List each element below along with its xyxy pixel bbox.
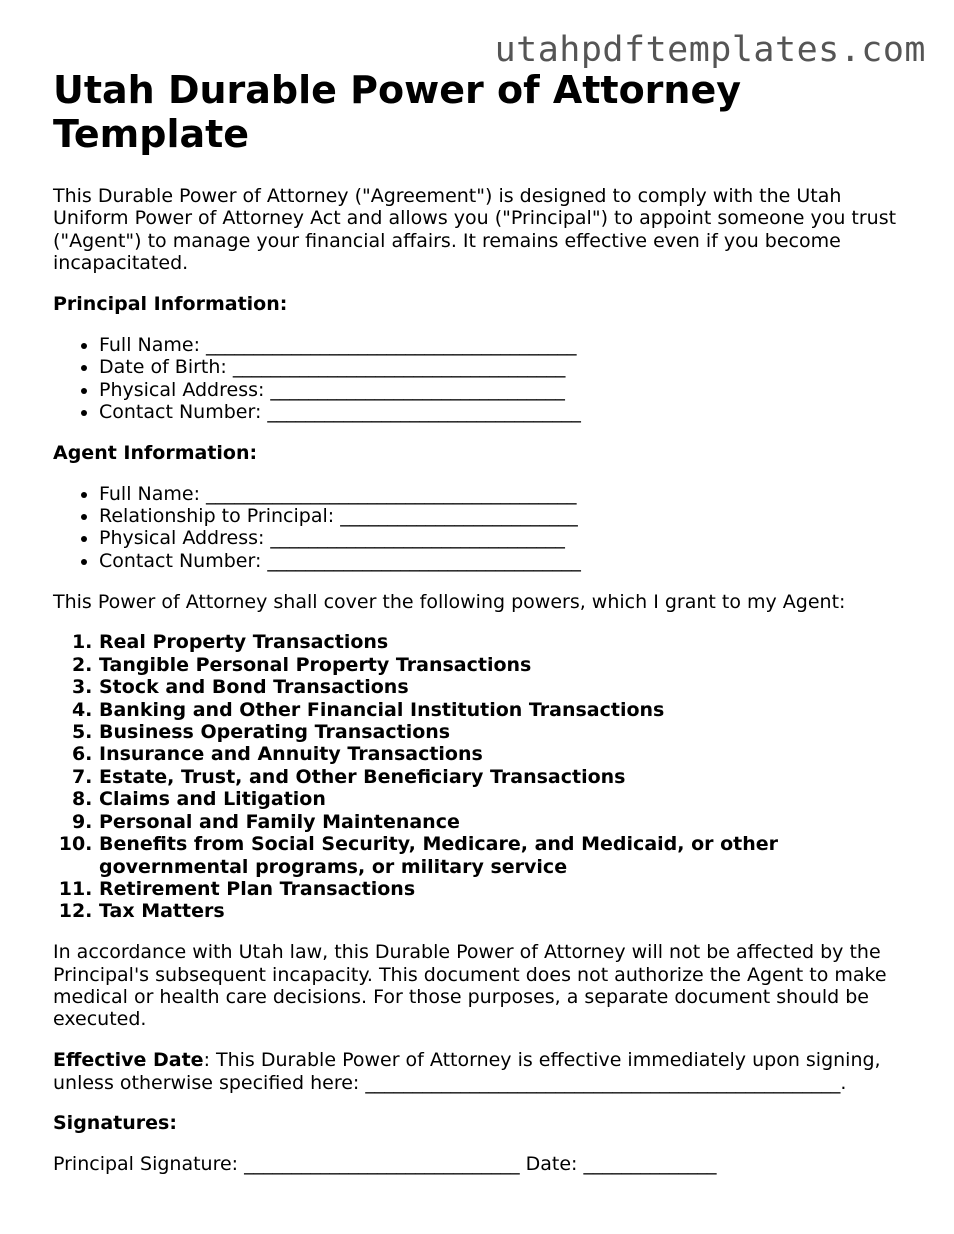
effective-date-paragraph xyxy=(53,1049,903,1094)
agent-heading: Agent Information: xyxy=(53,441,258,464)
power-item: 11. Retirement Plan Transactions xyxy=(99,878,903,900)
power-item: 3. Stock and Bond Transactions xyxy=(99,676,903,698)
power-item: 4. Banking and Other Financial Institution Transactions xyxy=(99,699,903,721)
document-body xyxy=(53,68,903,1176)
effective-date-text: : This Durable Power of Attorney is effective immediately upon signing, unless otherwise specified here: __________________________________________________. xyxy=(53,1049,881,1094)
law-paragraph: In accordance with Utah law, this Durable Power of Attorney will not be affected by the Principal's subsequent incapacity. This document does not authorize the Agent to make medical or health care decisions. For those purposes, a separate document should be executed. xyxy=(53,941,887,1031)
power-item: 1. Real Property Transactions xyxy=(99,631,903,653)
powers-list xyxy=(53,631,903,922)
powers-intro: This Power of Attorney shall cover the following powers, which I grant to my Agent: xyxy=(53,590,846,613)
power-item: 6. Insurance and Annuity Transactions xyxy=(99,743,903,765)
power-item: 12. Tax Matters xyxy=(99,900,903,922)
intro-paragraph: This Durable Power of Attorney ("Agreement") is designed to comply with the Utah Uniform Power of Attorney Act and allows you ("Principal") to appoint someone you trust ("Agent") to manage your financial affairs. It remains effective even if you become incapacitated. xyxy=(53,185,897,275)
principal-address-field: • Physical Address: _______________________________ xyxy=(99,379,903,401)
agent-address-field: • Physical Address: _______________________________ xyxy=(99,527,903,549)
power-item: 5. Business Operating Transactions xyxy=(99,721,903,743)
agent-fields xyxy=(53,483,903,573)
agent-full-name-field: • Full Name: _______________________________________ xyxy=(99,483,903,505)
principal-contact-field: • Contact Number: _________________________________ xyxy=(99,401,903,423)
power-item: 2. Tangible Personal Property Transactions xyxy=(99,654,903,676)
power-item: 9. Personal and Family Maintenance xyxy=(99,811,903,833)
agent-contact-field: • Contact Number: _________________________________ xyxy=(99,550,903,572)
principal-full-name-field: • Full Name: _______________________________________ xyxy=(99,334,903,356)
document-title: Utah Durable Power of Attorney Template xyxy=(53,68,742,156)
principal-heading: Principal Information: xyxy=(53,293,288,316)
watermark: utahpdftemplates.com xyxy=(494,30,926,70)
principal-signature-line: Principal Signature: _____________________________ Date: ______________ xyxy=(53,1153,717,1176)
power-item: 8. Claims and Litigation xyxy=(99,788,903,810)
power-item: 7. Estate, Trust, and Other Beneficiary Transactions xyxy=(99,766,903,788)
principal-fields xyxy=(53,334,903,424)
agent-relationship-field: • Relationship to Principal: _________________________ xyxy=(99,505,903,527)
power-item: 10. Benefits from Social Security, Medicare, and Medicaid, or other governmental programs, or military service xyxy=(99,833,903,878)
signatures-heading: Signatures: xyxy=(53,1112,177,1135)
principal-dob-field: • Date of Birth: ___________________________________ xyxy=(99,356,903,378)
effective-date-label: Effective Date xyxy=(53,1049,204,1072)
